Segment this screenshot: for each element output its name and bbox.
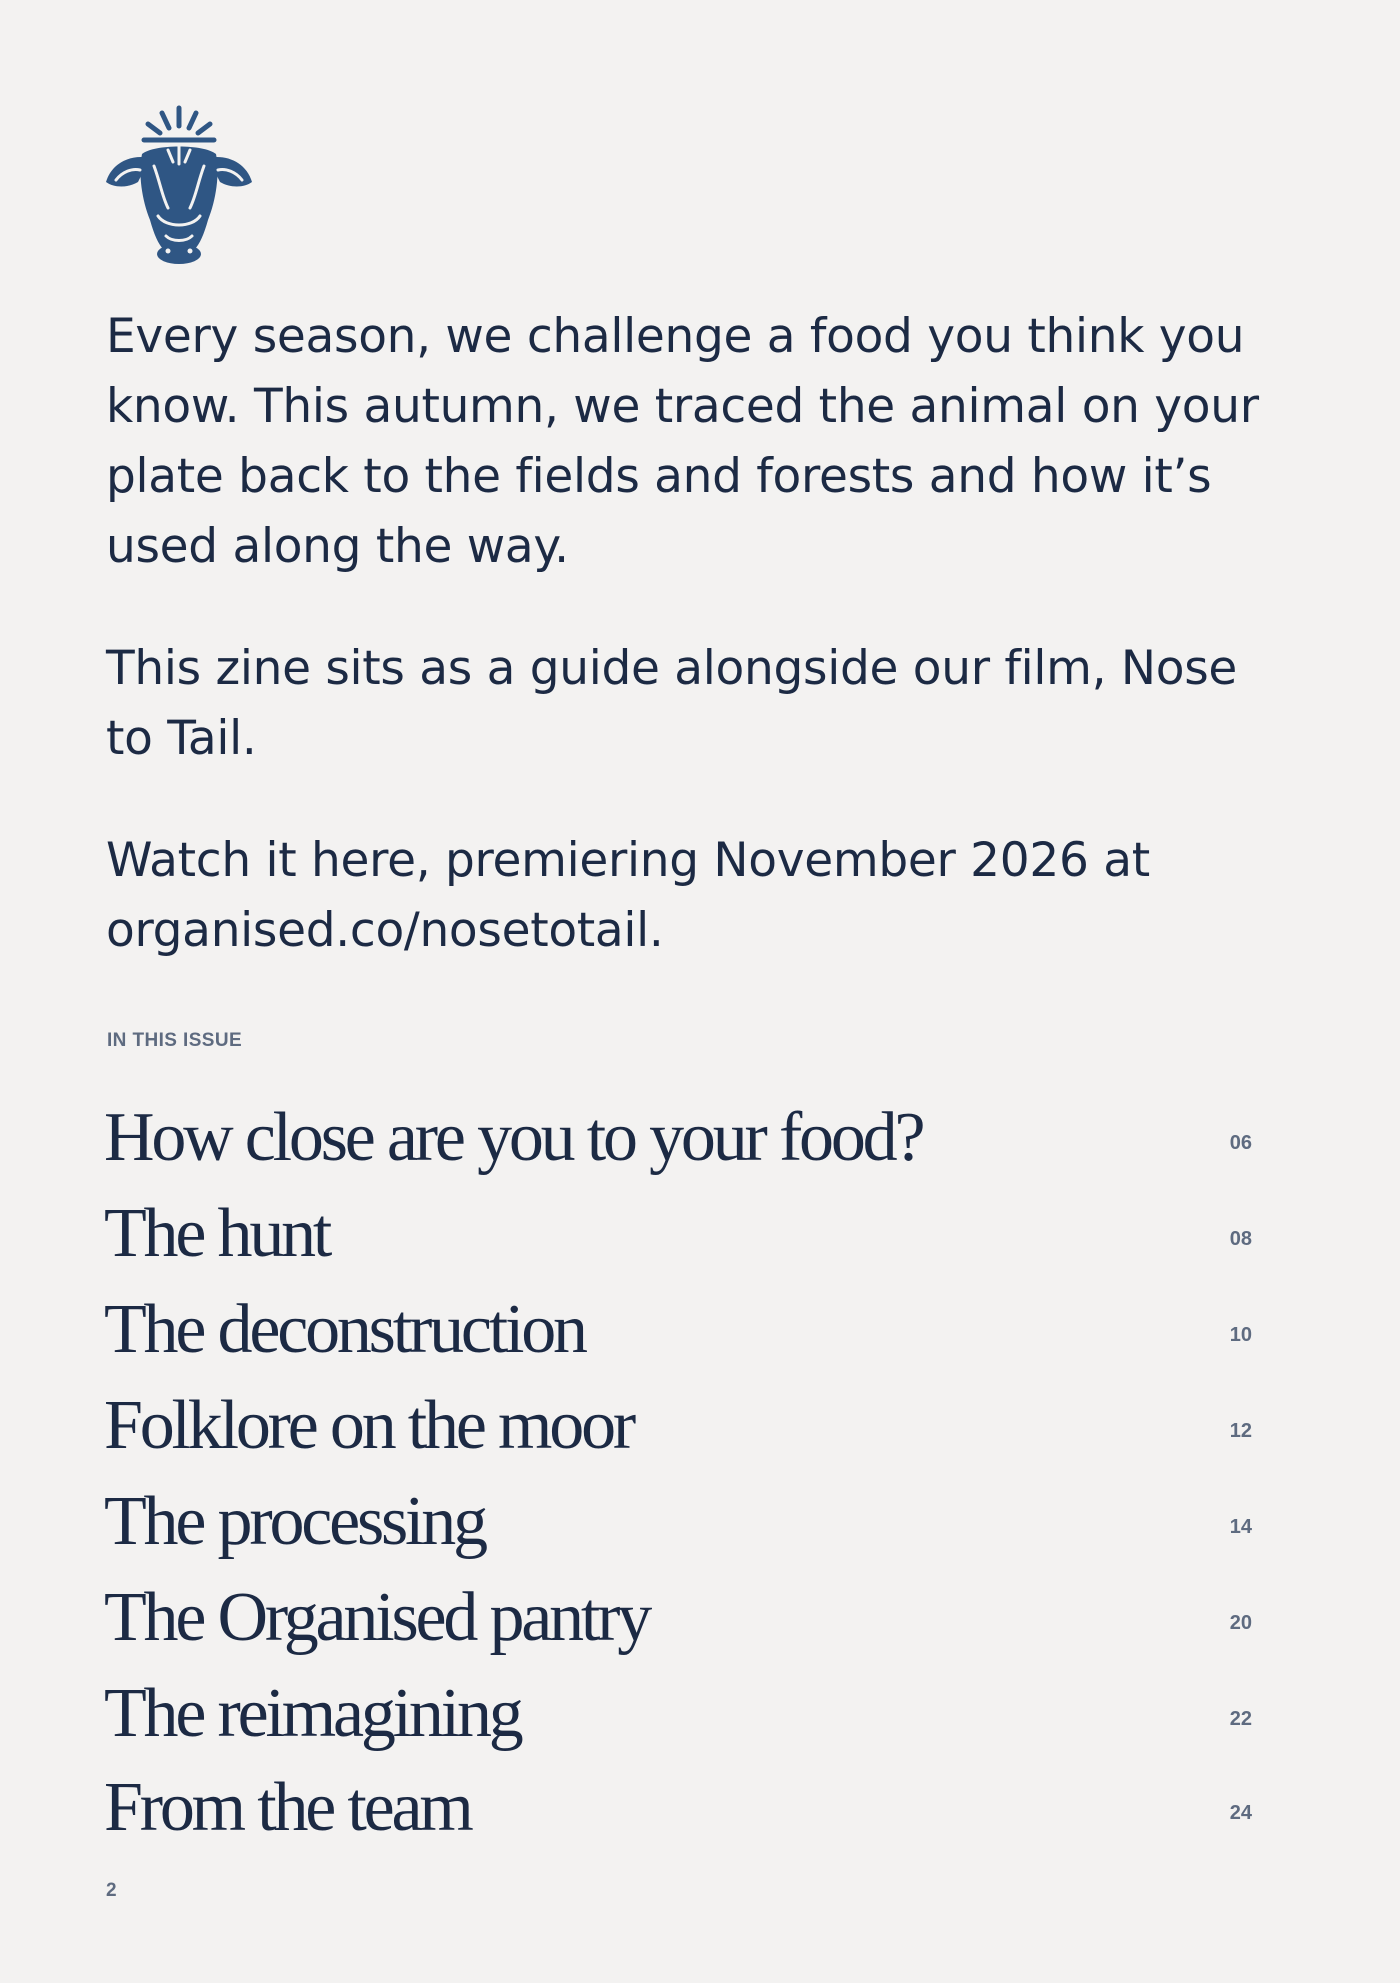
toc-item[interactable] (104, 1474, 1254, 1570)
table-of-contents (104, 1090, 1254, 1854)
intro-paragraph: This zine sits as a guide alongside our film, Nose to Tail. (106, 641, 1238, 766)
toc-item[interactable] (104, 1762, 1254, 1854)
toc-item-page: 12 (1229, 1419, 1252, 1442)
toc-item[interactable] (104, 1090, 1254, 1186)
toc-item-page: 08 (1229, 1227, 1252, 1250)
toc-item-page: 20 (1229, 1611, 1252, 1634)
toc-item-title: The reimagining (104, 1675, 521, 1752)
intro-text (106, 302, 1266, 1018)
toc-item-title: The processing (104, 1483, 485, 1560)
toc-item[interactable] (104, 1282, 1254, 1378)
toc-item-title: The deconstruction (104, 1291, 585, 1368)
toc-item-page: 06 (1229, 1131, 1252, 1154)
page-number: 2 (106, 1880, 117, 1901)
toc-item-title: Folklore on the moor (104, 1387, 633, 1464)
toc-item[interactable] (104, 1186, 1254, 1282)
toc-heading: IN THIS ISSUE (107, 1030, 243, 1051)
intro-paragraph: Every season, we challenge a food you think you know. This autumn, we traced the animal on your plate back to the fields and forests and how it’s used along the way. (106, 309, 1259, 574)
cow-head-logo-icon (102, 104, 256, 266)
toc-item-title: From the team (104, 1769, 471, 1846)
intro-paragraph: Watch it here, premiering November 2026 at organised.co/nosetotail. (106, 833, 1150, 958)
toc-item-page: 10 (1229, 1323, 1252, 1346)
toc-item[interactable] (104, 1666, 1254, 1762)
toc-item-page: 14 (1229, 1515, 1252, 1538)
toc-item-page: 24 (1229, 1801, 1252, 1824)
toc-item[interactable] (104, 1570, 1254, 1666)
toc-item-page: 22 (1229, 1707, 1252, 1730)
toc-item-title: How close are you to your food? (104, 1099, 923, 1176)
toc-item[interactable] (104, 1378, 1254, 1474)
toc-item-title: The hunt (104, 1195, 330, 1272)
toc-item-title: The Organised pantry (104, 1579, 650, 1656)
